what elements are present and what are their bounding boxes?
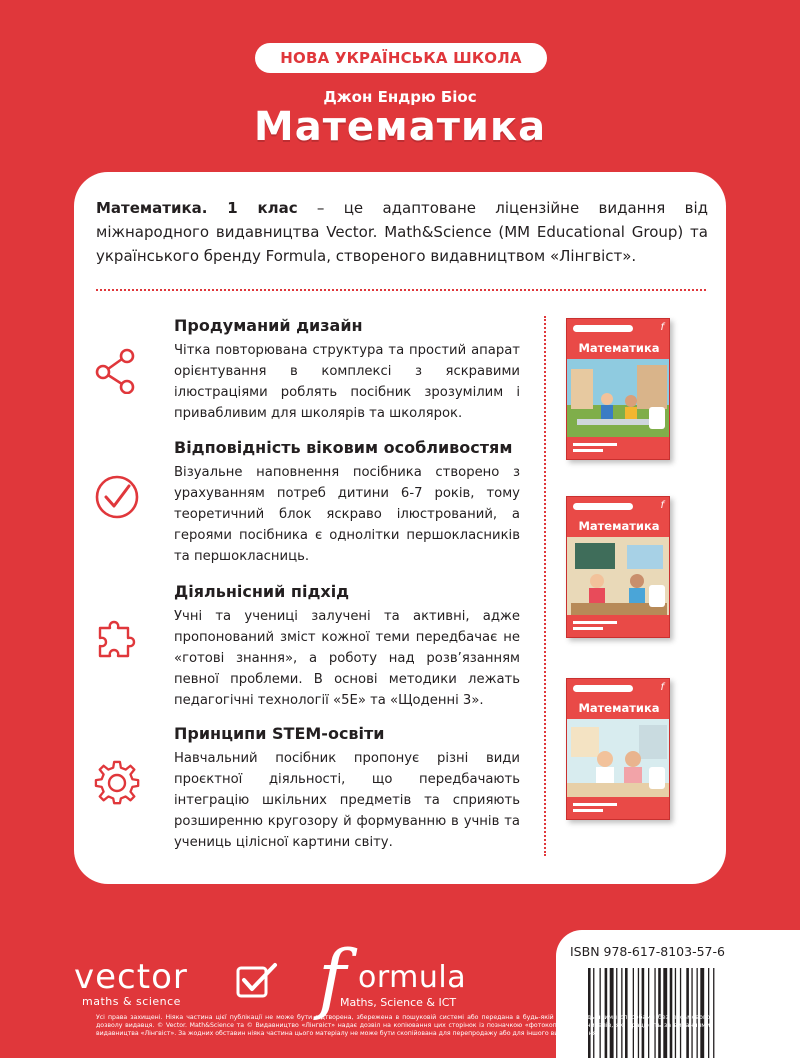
barcode-bar bbox=[675, 968, 676, 1058]
thumb-footer bbox=[567, 615, 670, 638]
thumb-badge bbox=[573, 503, 633, 510]
feature-title: Діяльнісний підхід bbox=[174, 582, 350, 601]
thumb-title: Математика bbox=[578, 519, 660, 533]
feature-text: Чітка повторювана структура та простий апарат орієнтування в комплексі з яскравими ілюстраціями роблять посібник зрозумілим і привабливим для школярів та школярок. bbox=[174, 343, 520, 421]
vector-wordmark: vector bbox=[74, 957, 188, 997]
book-cover-thumbnail bbox=[566, 496, 670, 638]
gear-icon bbox=[94, 760, 140, 806]
isbn-block bbox=[556, 930, 800, 1058]
barcode-icon bbox=[586, 968, 766, 1058]
feature-title: Продуманий дизайн bbox=[174, 316, 363, 335]
barcode-bar bbox=[708, 968, 709, 1058]
thumb-badge bbox=[573, 685, 633, 692]
barcode-bar bbox=[697, 968, 698, 1058]
thumb-seal bbox=[649, 407, 665, 429]
thumb-seal bbox=[649, 767, 665, 789]
feature-activity bbox=[74, 582, 544, 712]
barcode-bar bbox=[691, 968, 692, 1058]
barcode-bar bbox=[670, 968, 673, 1058]
feature-stem bbox=[74, 724, 544, 854]
book-title: Математика bbox=[253, 104, 547, 150]
barcode-bar bbox=[638, 968, 639, 1058]
barcode-bar bbox=[686, 968, 689, 1058]
book-cover-thumbnail bbox=[566, 678, 670, 820]
thumb-footer bbox=[567, 437, 670, 460]
dotted-divider-horizontal bbox=[96, 289, 706, 291]
thumb-title: Математика bbox=[578, 701, 660, 715]
barcode-bar bbox=[588, 968, 591, 1058]
barcode-bar bbox=[625, 968, 628, 1058]
vector-logo bbox=[74, 957, 188, 1008]
barcode-bar bbox=[700, 968, 704, 1058]
thumb-footer bbox=[567, 797, 670, 820]
thumb-logo: f bbox=[660, 682, 664, 693]
thumb-seal bbox=[649, 585, 665, 607]
author-name: Джон Ендрю Біос bbox=[323, 88, 477, 106]
thumb-logo: f bbox=[660, 500, 664, 511]
thumb-logo: f bbox=[660, 322, 664, 333]
formula-wordmark: ormula bbox=[358, 960, 467, 995]
legal-notice: Усі права захищені. Ніяка частина цієї публікації не може бути відтворена, збережена в пошуковій системі або передана в будь-якій формі будь-якими способами без письмового дозволу видавця. © Vector. Math&Science та © Видавництво «Лінгвіст» надає дозвіл на копіювання цих сторінок із позначкою «фотокопія» для вчителів, які працюють за виданнями видавництва «Лінгвіст». За жодних обставин ніяка частина цього матеріалу не може бути скопійована для перепродажу або для іншого використання. bbox=[96, 1014, 710, 1037]
formula-tagline: Maths, Science & ICT bbox=[340, 996, 457, 1009]
intro-paragraph bbox=[96, 196, 708, 268]
intro-text: – це адаптоване ліцензійне видання від міжнародного видавництва Vector. Math&Science (MM Educational Group) та українського бренду Formula, створеного видавництвом «Лінгвіст». bbox=[96, 199, 708, 265]
barcode-bar bbox=[680, 968, 681, 1058]
feature-text: Учні та учениці залучені та активні, адже пропонований зміст кожної теми передбачає не «готові знання», а роботу над розв’язанням певної проблеми. В основі методики лежать педагогічні технології «5Е» та «Щоденні 3». bbox=[174, 609, 520, 708]
barcode-bar bbox=[605, 968, 608, 1058]
description-card bbox=[74, 172, 726, 884]
barcode-bar bbox=[663, 968, 667, 1058]
formula-f-glyph: f bbox=[318, 933, 347, 1022]
series-badge: НОВА УКРАЇНСЬКА ШКОЛА bbox=[255, 43, 547, 73]
barcode-bar bbox=[654, 968, 655, 1058]
thumb-badge bbox=[573, 325, 633, 332]
feature-text: Візуальне наповнення посібника створено з урахуванням потреб дитини 6-7 років, тому теоретичний блок яскраво ілюстрований, а героями посібника є однолітки першокласників та першокласниць. bbox=[174, 465, 520, 564]
thumb-title: Математика bbox=[578, 341, 660, 355]
feature-title: Принципи STEM-освіти bbox=[174, 724, 385, 743]
barcode-bar bbox=[648, 968, 649, 1058]
share-nodes-icon bbox=[94, 348, 140, 394]
checkbox-icon bbox=[236, 962, 278, 998]
barcode-bar bbox=[593, 968, 594, 1058]
barcode-bar bbox=[658, 968, 661, 1058]
feature-title: Відповідність віковим особливостям bbox=[174, 438, 513, 457]
barcode-bar bbox=[600, 968, 601, 1058]
barcode-bar bbox=[610, 968, 614, 1058]
barcode-bar bbox=[642, 968, 645, 1058]
dotted-divider-vertical bbox=[544, 316, 546, 856]
feature-age bbox=[74, 438, 544, 568]
barcode-bar bbox=[633, 968, 634, 1058]
book-cover-thumbnail bbox=[566, 318, 670, 460]
barcode-bar bbox=[713, 968, 714, 1058]
intro-bold: Математика. 1 клас bbox=[96, 199, 298, 217]
isbn-number: ISBN 978-617-8103-57-6 bbox=[570, 944, 725, 959]
puzzle-icon bbox=[94, 616, 140, 662]
barcode-bar bbox=[616, 968, 617, 1058]
barcode-bar bbox=[621, 968, 622, 1058]
feature-text: Навчальний посібник пропонує різні види проєктної діяльності, що передбачають інтеграцію шкільних предметів та сприяють розширенню кругозору й формуванню в учнів та учениць цілісної картини світу. bbox=[174, 751, 520, 850]
vector-tagline: maths & science bbox=[82, 995, 181, 1008]
check-circle-icon bbox=[94, 474, 140, 520]
feature-design bbox=[74, 316, 544, 426]
